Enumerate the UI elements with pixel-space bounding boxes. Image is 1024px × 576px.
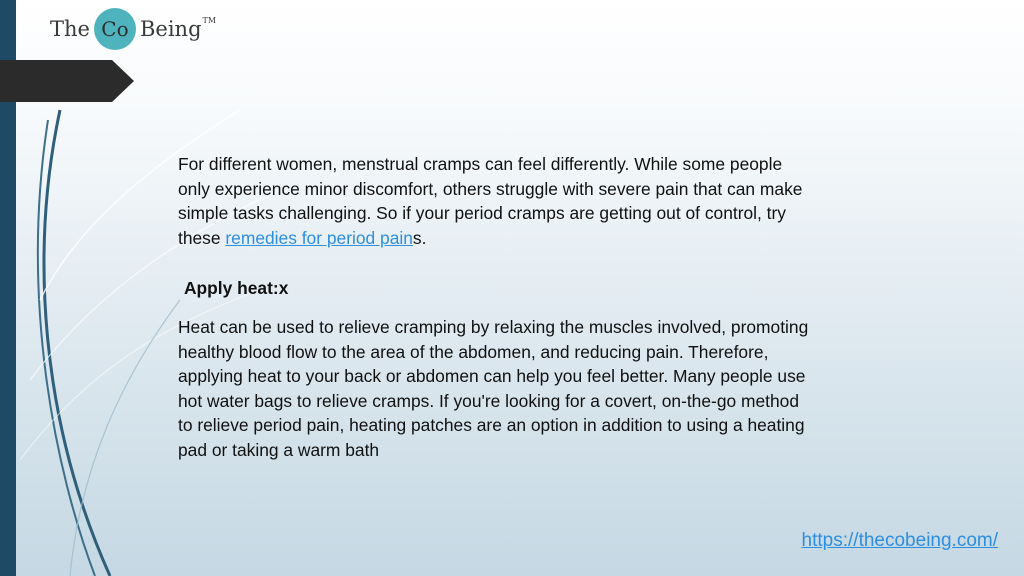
- article-content: [178, 152, 818, 463]
- section-heading: Apply heat:x: [184, 278, 289, 299]
- intro-text: For different women, menstrual cramps can feel differently. While some people only experience minor discomfort, others struggle with severe pain that can make simple tasks challenging. So if your period cramps are getting out of control, try these: [178, 154, 803, 248]
- logo-trademark: TM: [202, 16, 217, 25]
- brand-logo[interactable]: [50, 6, 216, 52]
- remedies-link[interactable]: remedies for period pain: [225, 227, 413, 248]
- website-link[interactable]: https://thecobeing.com/: [801, 530, 998, 551]
- logo-circle: [94, 8, 136, 50]
- logo-word-being: Being: [139, 17, 202, 41]
- section-body: Heat can be used to relieve cramping by relaxing the muscles involved, promoting healthy blood flow to the area of the abdomen, and reducing pain. Therefore, applying heat to your back or abdomen can help you feel better. Many people use hot water bags to relieve cramps. If you're looking for a covert, on-the-go method to relieve period pain, heating patches are an option in addition to using a heating pad or taking a warm bath: [178, 316, 809, 460]
- intro-text-end: s.: [412, 227, 427, 248]
- intro-paragraph: [178, 152, 818, 250]
- decorative-arrow-tab: [0, 60, 134, 102]
- logo-circle-text: Co: [101, 17, 129, 41]
- logo-word-the: The: [50, 17, 90, 41]
